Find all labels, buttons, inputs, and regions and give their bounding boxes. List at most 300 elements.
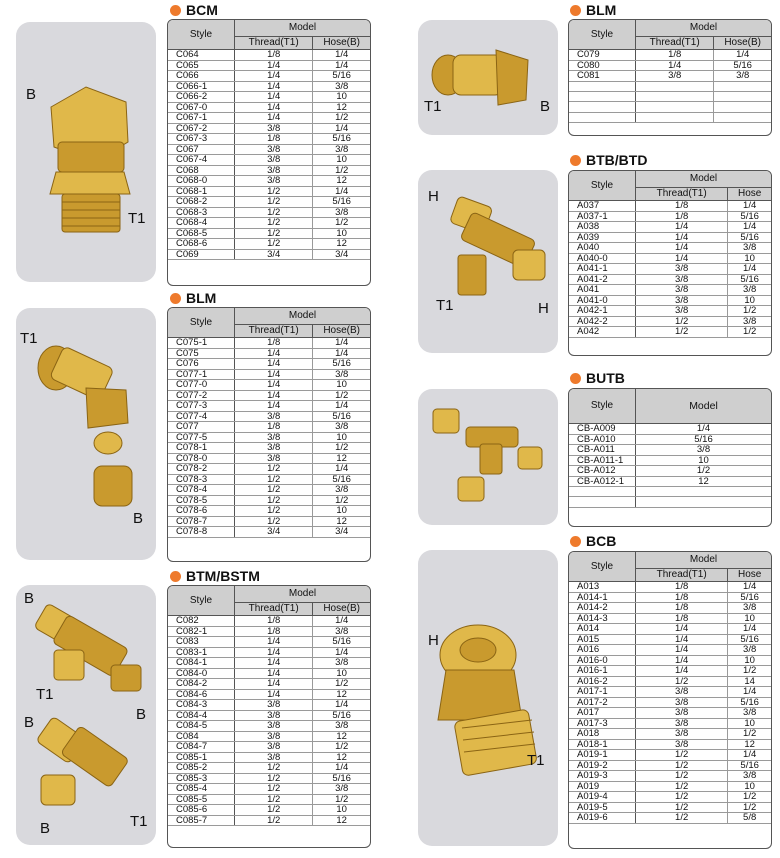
hose-cell: 5/8 (728, 813, 771, 824)
table-row (569, 781, 771, 792)
style-cell: C075 (168, 348, 235, 359)
blm-right-fitting-illustration (418, 20, 558, 135)
hose-cell: 1/2 (313, 218, 370, 229)
hose-cell: 5/16 (313, 637, 370, 648)
table-row (168, 485, 370, 496)
bcb-fitting-illustration (418, 550, 558, 846)
table-row (168, 176, 370, 187)
thread-cell: 1/2 (235, 784, 313, 795)
thread-cell: 1/8 (636, 211, 728, 222)
table-row (168, 679, 370, 690)
table-row (168, 239, 370, 250)
style-cell: C078-4 (168, 485, 235, 496)
style-cell: C077-2 (168, 390, 235, 401)
table-row (569, 666, 771, 677)
thread-cell: 1/2 (235, 794, 313, 805)
table-row (168, 102, 370, 113)
table-row (168, 794, 370, 805)
hose-cell: 5/16 (728, 592, 771, 603)
hose-cell: 3/8 (728, 645, 771, 656)
hose-cell (714, 81, 771, 91)
hose-cell: 1/2 (313, 794, 370, 805)
model-cell (636, 487, 772, 497)
table-row (569, 802, 771, 813)
hose-cell: 5/16 (313, 197, 370, 208)
style-cell: C085-7 (168, 815, 235, 826)
style-cell: C068-2 (168, 197, 235, 208)
table-row (569, 655, 771, 666)
thread-cell: 3/8 (235, 731, 313, 742)
blm-right-label-b: B (540, 98, 551, 115)
thread-cell: 3/8 (235, 432, 313, 443)
hose-cell: 1/2 (728, 802, 771, 813)
hose-cell: 1/4 (313, 647, 370, 658)
bullet-dot (170, 571, 181, 582)
thread-cell: 1/4 (235, 359, 313, 370)
blm-left-spec-table (168, 308, 370, 538)
hose-cell: 10 (313, 92, 370, 103)
table-row (168, 710, 370, 721)
hose-cell: 3/8 (313, 144, 370, 155)
table-row (569, 60, 771, 71)
btb-spec-table (569, 171, 771, 338)
thread-cell: 3/8 (636, 729, 728, 740)
style-cell: C085-5 (168, 794, 235, 805)
table-row (168, 228, 370, 239)
thread-cell: 3/8 (235, 721, 313, 732)
table-row (569, 91, 771, 101)
btb-table (568, 170, 772, 356)
style-cell (569, 487, 636, 497)
style-cell: C084-0 (168, 668, 235, 679)
table-row (569, 708, 771, 719)
table-row (168, 626, 370, 637)
thread-cell: 1/2 (636, 676, 728, 687)
style-cell: A037 (569, 201, 636, 212)
style-cell: A017 (569, 708, 636, 719)
thread-cell: 1/2 (235, 805, 313, 816)
col-style-header: Style (168, 308, 235, 338)
hose-cell: 1/2 (728, 729, 771, 740)
thread-cell: 1/4 (636, 60, 714, 71)
table-row (569, 222, 771, 233)
style-cell: C084-6 (168, 689, 235, 700)
table-row (168, 186, 370, 197)
style-cell: C075-1 (168, 338, 235, 349)
thread-cell: 1/2 (235, 239, 313, 250)
table-row (569, 771, 771, 782)
hose-cell: 1/2 (728, 666, 771, 677)
table-row (168, 516, 370, 527)
style-cell: A017-1 (569, 687, 636, 698)
table-row (168, 647, 370, 658)
table-row (569, 697, 771, 708)
hose-cell: 12 (313, 815, 370, 826)
table-row (569, 476, 771, 487)
table-row (569, 813, 771, 824)
style-cell: C084-7 (168, 742, 235, 753)
thread-cell: 1/8 (235, 338, 313, 349)
col-thread-header: Thread(T1) (235, 325, 313, 338)
hose-cell: 10 (313, 506, 370, 517)
hose-cell: 3/8 (313, 485, 370, 496)
thread-cell: 1/2 (636, 813, 728, 824)
thread-cell: 1/4 (235, 658, 313, 669)
model-cell: 10 (636, 455, 772, 466)
style-cell: A017-3 (569, 718, 636, 729)
style-cell: C078-5 (168, 495, 235, 506)
style-cell: A039 (569, 232, 636, 243)
hose-cell: 5/16 (728, 760, 771, 771)
style-cell: C068-6 (168, 239, 235, 250)
style-cell: C077 (168, 422, 235, 433)
thread-cell: 1/2 (235, 506, 313, 517)
style-cell: CB-A011 (569, 445, 636, 456)
table-row (168, 197, 370, 208)
table-row (569, 634, 771, 645)
thread-cell: 3/8 (636, 274, 728, 285)
thread-cell: 1/4 (636, 634, 728, 645)
table-row (168, 60, 370, 71)
style-cell: C067-0 (168, 102, 235, 113)
table-row (569, 285, 771, 296)
style-cell: C078-6 (168, 506, 235, 517)
style-cell (569, 497, 636, 507)
hose-cell: 3/4 (313, 527, 370, 538)
blm-left-table (167, 307, 371, 562)
bcm-fitting-illustration (16, 22, 156, 282)
style-cell: A042 (569, 327, 636, 338)
style-cell: A041 (569, 285, 636, 296)
style-cell: C085-2 (168, 763, 235, 774)
hose-cell: 1/4 (728, 222, 771, 233)
table-row (168, 123, 370, 134)
style-cell: C066 (168, 71, 235, 82)
btm-label-b-bottom: B (40, 820, 51, 837)
blm-left-label-t1: T1 (20, 330, 38, 347)
thread-cell: 3/8 (636, 71, 714, 82)
style-cell: C085-3 (168, 773, 235, 784)
thread-cell: 1/2 (636, 792, 728, 803)
table-row (168, 50, 370, 61)
style-cell (569, 102, 636, 112)
style-cell: C078-8 (168, 527, 235, 538)
hose-cell (714, 102, 771, 112)
col-hose-header: Hose(B) (313, 325, 370, 338)
thread-cell (636, 81, 714, 91)
thread-cell: 1/2 (235, 474, 313, 485)
style-cell (569, 112, 636, 122)
style-cell: C068-5 (168, 228, 235, 239)
thread-cell: 1/2 (235, 815, 313, 826)
style-cell: A037-1 (569, 211, 636, 222)
btm-spec-table (168, 586, 370, 826)
blm-left-label-b: B (133, 510, 144, 527)
hose-cell: 1/2 (313, 390, 370, 401)
blm-left-title-text: BLM (186, 290, 217, 306)
btm-title-text: BTM/BSTM (186, 568, 260, 584)
hose-cell: 1/2 (313, 113, 370, 124)
table-row (168, 721, 370, 732)
style-cell: A015 (569, 634, 636, 645)
thread-cell: 3/8 (235, 144, 313, 155)
butb-fitting-illustration (418, 389, 558, 525)
table-row (569, 487, 771, 497)
table-row (569, 112, 771, 122)
thread-cell (636, 91, 714, 101)
table-row (569, 455, 771, 466)
table-row (168, 616, 370, 627)
table-row (168, 422, 370, 433)
table-row (168, 81, 370, 92)
table-row (168, 401, 370, 412)
table-row (569, 676, 771, 687)
style-cell: A016-2 (569, 676, 636, 687)
table-row (569, 102, 771, 112)
table-row (168, 700, 370, 711)
hose-cell: 1/4 (728, 624, 771, 635)
table-row (168, 784, 370, 795)
table-row (168, 453, 370, 464)
thread-cell: 1/4 (235, 401, 313, 412)
thread-cell: 3/4 (235, 527, 313, 538)
table-row (569, 50, 771, 61)
hose-cell: 1/2 (313, 679, 370, 690)
style-cell: C080 (569, 60, 636, 71)
blm-right-product-photo (418, 20, 558, 135)
hose-cell: 3/8 (313, 81, 370, 92)
table-row (168, 348, 370, 359)
table-row (569, 201, 771, 212)
thread-cell: 1/4 (235, 81, 313, 92)
table-row (569, 434, 771, 445)
bcb-label-h: H (428, 632, 439, 649)
hose-cell: 1/4 (728, 582, 771, 593)
thread-cell: 3/8 (235, 453, 313, 464)
style-cell: CB-A012-1 (569, 476, 636, 487)
table-row (168, 464, 370, 475)
table-row (168, 752, 370, 763)
model-cell: 12 (636, 476, 772, 487)
hose-cell: 5/16 (313, 71, 370, 82)
thread-cell: 3/8 (235, 710, 313, 721)
hose-cell: 3/8 (728, 771, 771, 782)
table-row (569, 750, 771, 761)
thread-cell: 3/8 (235, 700, 313, 711)
hose-cell: 12 (313, 176, 370, 187)
thread-cell: 1/4 (235, 113, 313, 124)
style-cell: C065 (168, 60, 235, 71)
thread-cell: 1/4 (636, 666, 728, 677)
hose-cell: 5/16 (728, 274, 771, 285)
butb-spec-table (569, 389, 771, 508)
hose-cell: 3/8 (728, 708, 771, 719)
btm-label-b-mid: B (24, 714, 35, 731)
col-style-header: Style (569, 552, 636, 582)
col-model-header: Model (636, 552, 772, 569)
table-row (569, 687, 771, 698)
hose-cell: 3/8 (313, 369, 370, 380)
thread-cell: 1/2 (235, 763, 313, 774)
hose-cell: 1/4 (313, 763, 370, 774)
thread-cell: 3/8 (235, 155, 313, 166)
bcm-label-t1: T1 (128, 210, 146, 227)
thread-cell: 1/8 (235, 616, 313, 627)
thread-cell: 1/4 (235, 71, 313, 82)
col-thread-header: Thread(T1) (636, 37, 714, 50)
table-row (168, 658, 370, 669)
table-row (168, 134, 370, 145)
col-style-header: Style (569, 389, 636, 424)
thread-cell: 1/2 (636, 760, 728, 771)
style-cell: A019-4 (569, 792, 636, 803)
table-row (569, 211, 771, 222)
thread-cell: 1/2 (235, 197, 313, 208)
table-row (168, 731, 370, 742)
col-style-header: Style (569, 171, 636, 201)
hose-cell: 12 (728, 739, 771, 750)
hose-cell: 1/4 (313, 338, 370, 349)
btm-label-t1-top: T1 (36, 686, 54, 703)
style-cell: C084-1 (168, 658, 235, 669)
thread-cell: 3/8 (636, 697, 728, 708)
thread-cell: 1/2 (235, 228, 313, 239)
table-row (569, 603, 771, 614)
style-cell: A017-2 (569, 697, 636, 708)
hose-cell: 10 (313, 432, 370, 443)
table-row (168, 218, 370, 229)
hose-cell: 5/16 (313, 359, 370, 370)
thread-cell: 1/2 (235, 218, 313, 229)
style-cell: A019 (569, 781, 636, 792)
btm-table (167, 585, 371, 848)
style-cell: A041-1 (569, 264, 636, 275)
style-cell: C076 (168, 359, 235, 370)
table-row (569, 466, 771, 477)
table-row (168, 249, 370, 260)
thread-cell: 1/4 (235, 689, 313, 700)
model-cell: 1/4 (636, 424, 772, 435)
thread-cell: 3/8 (636, 687, 728, 698)
style-cell: A019-2 (569, 760, 636, 771)
thread-cell: 3/8 (235, 165, 313, 176)
table-row (168, 773, 370, 784)
hose-cell: 3/4 (313, 249, 370, 260)
hose-cell: 3/8 (313, 422, 370, 433)
hose-cell: 5/16 (313, 474, 370, 485)
table-row (569, 760, 771, 771)
thread-cell: 3/4 (235, 249, 313, 260)
table-row (168, 144, 370, 155)
table-row (569, 424, 771, 435)
table-row (168, 815, 370, 826)
table-row (168, 165, 370, 176)
style-cell: A016 (569, 645, 636, 656)
btb-label-t1: T1 (436, 297, 454, 314)
style-cell: C083 (168, 637, 235, 648)
table-row (569, 645, 771, 656)
bullet-dot (570, 373, 581, 384)
btm-label-b-right: B (136, 706, 147, 723)
hose-cell: 1/4 (313, 700, 370, 711)
style-cell: CB-A011-1 (569, 455, 636, 466)
table-row (569, 316, 771, 327)
thread-cell: 1/8 (636, 582, 728, 593)
bullet-dot (570, 536, 581, 547)
table-row (569, 792, 771, 803)
hose-cell: 10 (313, 668, 370, 679)
style-cell: A018-1 (569, 739, 636, 750)
btm-label-t1-bottom: T1 (130, 813, 148, 830)
thread-cell (636, 112, 714, 122)
thread-cell: 1/4 (636, 232, 728, 243)
style-cell: A019-3 (569, 771, 636, 782)
btb-label-h-top: H (428, 188, 439, 205)
table-row (168, 763, 370, 774)
thread-cell: 1/4 (235, 92, 313, 103)
hose-cell: 12 (313, 453, 370, 464)
thread-cell: 3/8 (636, 264, 728, 275)
hose-cell: 10 (313, 155, 370, 166)
style-cell: C067-3 (168, 134, 235, 145)
hose-cell: 1/4 (728, 687, 771, 698)
style-cell: C068-1 (168, 186, 235, 197)
hose-cell: 3/8 (313, 626, 370, 637)
table-row (569, 274, 771, 285)
model-cell: 3/8 (636, 445, 772, 456)
col-model-header: Model (636, 389, 772, 424)
btm-label-b-top: B (24, 590, 35, 607)
style-cell: A014-2 (569, 603, 636, 614)
thread-cell: 1/2 (235, 207, 313, 218)
hose-cell: 1/4 (313, 50, 370, 61)
hose-cell: 1/4 (313, 401, 370, 412)
col-hose-header: Hose(B) (313, 37, 370, 50)
blm-right-spec-table (569, 20, 771, 123)
section-title-bcm (170, 2, 218, 18)
butb-table (568, 388, 772, 527)
style-cell: A013 (569, 582, 636, 593)
hose-cell: 1/4 (313, 348, 370, 359)
table-row (569, 497, 771, 507)
table-row (569, 81, 771, 91)
table-row (569, 253, 771, 264)
thread-cell: 1/8 (235, 134, 313, 145)
style-cell (569, 81, 636, 91)
btb-title-text: BTB/BTD (586, 152, 648, 168)
style-cell: C078-0 (168, 453, 235, 464)
hose-cell: 3/8 (313, 784, 370, 795)
bcb-table (568, 551, 772, 849)
hose-cell: 14 (728, 676, 771, 687)
btb-fitting-illustration (418, 170, 558, 353)
table-row (569, 624, 771, 635)
butb-title-text: BUTB (586, 370, 625, 386)
table-row (168, 805, 370, 816)
hose-cell: 10 (728, 253, 771, 264)
table-row (168, 92, 370, 103)
table-row (569, 445, 771, 456)
style-cell: C067 (168, 144, 235, 155)
style-cell: C085-4 (168, 784, 235, 795)
thread-cell: 3/8 (235, 123, 313, 134)
hose-cell: 1/4 (728, 264, 771, 275)
bullet-dot (170, 5, 181, 16)
blm-right-label-t1: T1 (424, 98, 442, 115)
model-cell: 5/16 (636, 434, 772, 445)
style-cell: C068 (168, 165, 235, 176)
col-thread-header: Thread(T1) (636, 188, 728, 201)
